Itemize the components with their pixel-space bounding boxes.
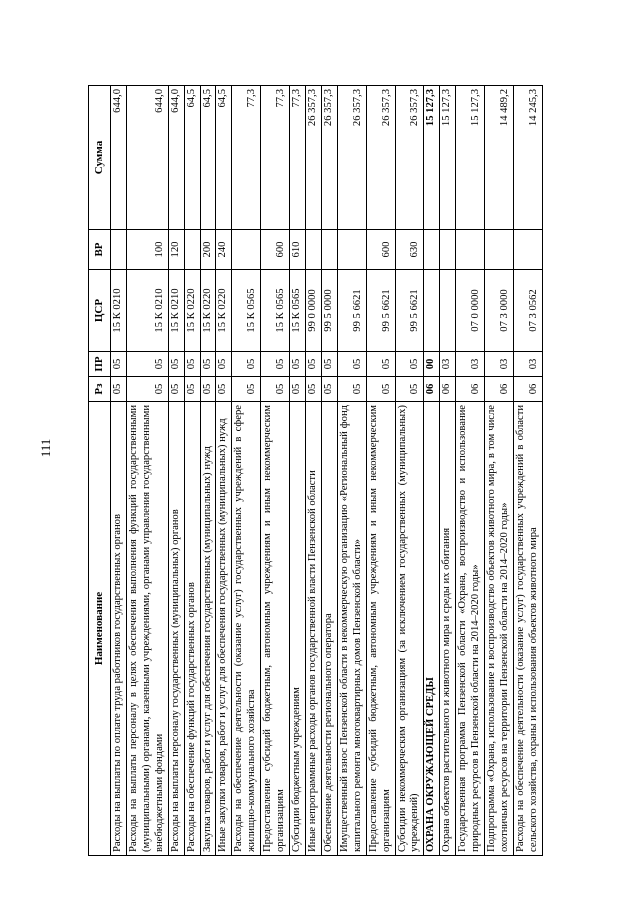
table-row (485, 86, 514, 856)
cell-vr: 200 (200, 230, 216, 270)
cell-rz: 05 (184, 377, 200, 402)
cell-sum: 64,5 (184, 86, 200, 230)
table-row (440, 86, 456, 856)
cell-rz: 06 (440, 377, 456, 402)
cell-vr (456, 230, 485, 270)
table-row (232, 86, 261, 856)
table-header-row (89, 86, 111, 856)
cell-sum: 77,3 (261, 86, 290, 230)
cell-pr: 00 (424, 352, 440, 377)
cell-csr: 15 К 0210 (126, 270, 168, 352)
cell-rz: 06 (485, 377, 514, 402)
cell-vr (485, 230, 514, 270)
cell-vr: 600 (261, 230, 290, 270)
cell-vr: 120 (168, 230, 184, 270)
cell-rz: 05 (321, 377, 337, 402)
cell-rz: 06 (513, 377, 542, 402)
cell-sum: 77,3 (232, 86, 261, 230)
cell-name: Подпрограмма «Охрана, использование и воспроизводство объектов животного мира, в том числе охотничьих ресурсов на территории Пензенской области на 2014–2020 годы» (485, 402, 514, 856)
header-pr: ПР (89, 352, 111, 377)
cell-pr: 05 (184, 352, 200, 377)
cell-name: Иные непрограммные расходы органов государственной власти Пензенской области (305, 402, 321, 856)
cell-sum: 77,3 (290, 86, 306, 230)
cell-csr: 15 К 0220 (200, 270, 216, 352)
table-row (168, 86, 184, 856)
header-name: Наименование (89, 402, 111, 856)
cell-rz: 06 (456, 377, 485, 402)
cell-name: Обеспечение деятельности регионального оператора (321, 402, 337, 856)
cell-name: Расходы на обеспечение деятельности (оказание услуг) государственных учреждений в области сельского хозяйства, охраны и использования объектов животного мира (513, 402, 542, 856)
cell-sum: 64,5 (200, 86, 216, 230)
cell-name: Иные закупки товаров, работ и услуг для обеспечения государственных (муниципальных) нужд (216, 402, 232, 856)
cell-rz: 06 (424, 377, 440, 402)
cell-pr: 05 (200, 352, 216, 377)
table-row (337, 86, 366, 856)
cell-csr: 07 3 0000 (485, 270, 514, 352)
cell-vr (424, 230, 440, 270)
cell-vr (184, 230, 200, 270)
budget-table (88, 85, 543, 856)
cell-sum: 14 245,3 (513, 86, 542, 230)
cell-sum: 644,0 (168, 86, 184, 230)
cell-pr: 05 (216, 352, 232, 377)
cell-vr (321, 230, 337, 270)
table-body (111, 86, 543, 856)
header-vr: ВР (89, 230, 111, 270)
cell-sum: 14 489,2 (485, 86, 514, 230)
cell-sum: 15 127,3 (424, 86, 440, 230)
cell-csr: 15 К 0565 (290, 270, 306, 352)
cell-rz: 05 (366, 377, 395, 402)
cell-rz: 05 (261, 377, 290, 402)
cell-sum: 644,0 (111, 86, 127, 230)
cell-pr: 05 (395, 352, 424, 377)
cell-csr: 15 К 0565 (261, 270, 290, 352)
cell-rz: 05 (200, 377, 216, 402)
cell-vr (232, 230, 261, 270)
cell-sum: 26 357,3 (321, 86, 337, 230)
table-row (261, 86, 290, 856)
cell-name: Предоставление субсидий бюджетным, автономным учреждениям и иным некоммерческим организациям (261, 402, 290, 856)
table-row (513, 86, 542, 856)
cell-sum: 26 357,3 (305, 86, 321, 230)
cell-csr: 99 5 6621 (395, 270, 424, 352)
cell-name: Закупка товаров, работ и услуг для обеспечения государственных (муниципальных) нужд (200, 402, 216, 856)
cell-vr: 600 (366, 230, 395, 270)
cell-csr: 99 5 6621 (337, 270, 366, 352)
cell-vr: 100 (126, 230, 168, 270)
cell-rz: 05 (111, 377, 127, 402)
cell-csr: 15 К 0565 (232, 270, 261, 352)
cell-pr: 03 (440, 352, 456, 377)
cell-csr: 99 5 6621 (366, 270, 395, 352)
table-row (395, 86, 424, 856)
cell-name: Расходы на выплаты по оплате труда работников государственных органов (111, 402, 127, 856)
cell-name: Имущественный взнос Пензенской области в некоммерческую организацию «Региональный фонд капитального ремонта многоквартирных домов Пензенской области» (337, 402, 366, 856)
cell-name: Охрана объектов растительного и животного мира и среды их обитания (440, 402, 456, 856)
cell-csr (440, 270, 456, 352)
cell-rz: 05 (337, 377, 366, 402)
cell-vr (305, 230, 321, 270)
cell-sum: 644,0 (126, 86, 168, 230)
cell-pr: 05 (290, 352, 306, 377)
cell-vr (513, 230, 542, 270)
cell-pr: 03 (456, 352, 485, 377)
cell-name: Субсидии некоммерческим организациям (за исключением государственных (муниципальных) учреждений) (395, 402, 424, 856)
cell-csr: 15 К 0210 (168, 270, 184, 352)
cell-rz: 05 (395, 377, 424, 402)
cell-rz: 05 (126, 377, 168, 402)
cell-pr: 05 (111, 352, 127, 377)
cell-vr (337, 230, 366, 270)
table-row (126, 86, 168, 856)
cell-sum: 15 127,3 (456, 86, 485, 230)
cell-csr: 15 К 0220 (216, 270, 232, 352)
cell-sum: 15 127,3 (440, 86, 456, 230)
table-row (184, 86, 200, 856)
cell-name: Расходы на обеспечение функций государственных органов (184, 402, 200, 856)
table-row (456, 86, 485, 856)
cell-name: Расходы на обеспечение деятельности (оказание услуг) государственных учреждений в сфере жилищно-коммунального хозяйства (232, 402, 261, 856)
cell-pr: 03 (513, 352, 542, 377)
table-row (366, 86, 395, 856)
cell-csr: 15 К 0220 (184, 270, 200, 352)
cell-name: ОХРАНА ОКРУЖАЮЩЕЙ СРЕДЫ (424, 402, 440, 856)
cell-name: Предоставление субсидий бюджетным, автономным учреждениям и иным некоммерческим организациям (366, 402, 395, 856)
cell-csr: 99 0 0000 (305, 270, 321, 352)
cell-pr: 05 (261, 352, 290, 377)
cell-pr: 05 (305, 352, 321, 377)
cell-sum: 26 357,3 (337, 86, 366, 230)
cell-pr: 05 (232, 352, 261, 377)
header-sum: Сумма (89, 86, 111, 230)
cell-vr: 610 (290, 230, 306, 270)
table-row (290, 86, 306, 856)
cell-csr: 99 5 0000 (321, 270, 337, 352)
cell-vr: 240 (216, 230, 232, 270)
cell-csr: 07 3 0562 (513, 270, 542, 352)
cell-pr: 05 (337, 352, 366, 377)
cell-csr (424, 270, 440, 352)
cell-pr: 05 (366, 352, 395, 377)
cell-name: Субсидии бюджетным учреждениям (290, 402, 306, 856)
cell-pr: 05 (126, 352, 168, 377)
cell-rz: 05 (216, 377, 232, 402)
cell-rz: 05 (305, 377, 321, 402)
cell-rz: 05 (232, 377, 261, 402)
table-row (424, 86, 440, 856)
cell-rz: 05 (290, 377, 306, 402)
cell-pr: 05 (321, 352, 337, 377)
header-csr: ЦСР (89, 270, 111, 352)
header-rz: Рз (89, 377, 111, 402)
cell-sum: 64,5 (216, 86, 232, 230)
cell-vr (111, 230, 127, 270)
table-row (216, 86, 232, 856)
cell-vr: 630 (395, 230, 424, 270)
table-row (200, 86, 216, 856)
cell-name: Расходы на выплаты персоналу в целях обеспечения выполнения функций государственными (муниципальными) органами, казенными учреждениями, органами управления государственными внебюджетными фондами (126, 402, 168, 856)
table-row (305, 86, 321, 856)
table-row (321, 86, 337, 856)
cell-rz: 05 (168, 377, 184, 402)
cell-csr: 07 0 0000 (456, 270, 485, 352)
cell-vr (440, 230, 456, 270)
rotated-table-container (88, 86, 546, 856)
page-number: 111 (38, 438, 53, 458)
cell-pr: 03 (485, 352, 514, 377)
table-row (111, 86, 127, 856)
cell-name: Расходы на выплаты персоналу государственных (муниципальных) органов (168, 402, 184, 856)
cell-csr: 15 К 0210 (111, 270, 127, 352)
cell-sum: 26 357,3 (395, 86, 424, 230)
cell-name: Государственная программа Пензенской области «Охрана, воспроизводство и использование природных ресурсов в Пензенской области на 2014–2020 годы» (456, 402, 485, 856)
cell-sum: 26 357,3 (366, 86, 395, 230)
cell-pr: 05 (168, 352, 184, 377)
